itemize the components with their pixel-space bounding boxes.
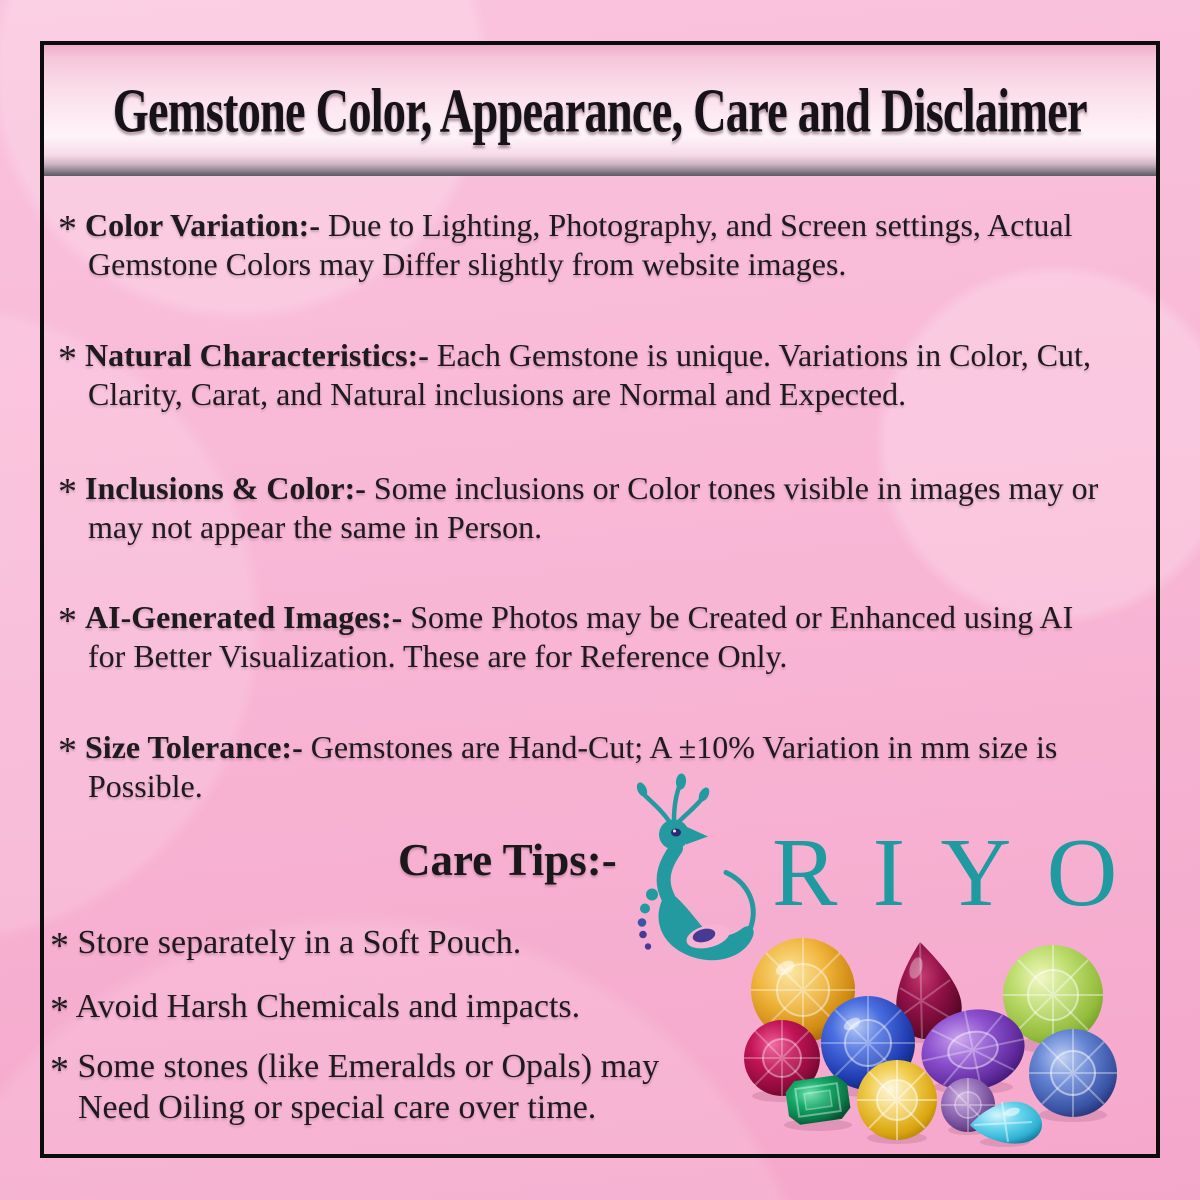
disclaimer-label: Inclusions & Color:-: [85, 470, 366, 506]
page-title: Gemstone Color, Appearance, Care and Disclaimer: [112, 75, 1088, 146]
disclaimer-item-color-variation: [58, 206, 1128, 284]
asterisk-bullet: *: [58, 730, 77, 772]
care-tip-item: [50, 1046, 690, 1128]
asterisk-bullet: *: [58, 208, 77, 250]
citrine-small-round-gem: [857, 1060, 937, 1140]
disclaimer-body: Each Gemstone is unique. Variations in Color, Cut, Clarity, Carat, and Natural inclusions are Normal and Expected.: [88, 337, 1091, 412]
care-tip-body: Store separately in a Soft Pouch.: [77, 924, 522, 961]
care-tip-item: [50, 986, 690, 1031]
disclaimer-text: [58, 336, 1134, 414]
disclaimer-label: Color Variation:-: [85, 207, 320, 243]
asterisk-bullet: *: [58, 471, 77, 513]
disclaimer-item-inclusions-color: [58, 469, 1140, 547]
disclaimer-body: Gemstones are Hand-Cut; A ±10% Variation in mm size is Possible.: [88, 729, 1058, 804]
care-tip-text: [50, 922, 690, 967]
asterisk-bullet: *: [58, 338, 77, 380]
disclaimer-body: Some inclusions or Color tones visible in images may or may not appear the same in Person.: [88, 470, 1099, 545]
gemstones-image: [712, 926, 1158, 1156]
asterisk-bullet: *: [58, 600, 77, 642]
care-tip-body: Avoid Harsh Chemicals and impacts.: [75, 988, 581, 1025]
disclaimer-label: Natural Characteristics:-: [85, 337, 429, 373]
tanzanite-round-gem: [1029, 1029, 1117, 1117]
disclaimer-text: [58, 728, 1093, 806]
care-tip-text: [50, 1046, 690, 1128]
disclaimer-item-natural-characteristics: [58, 336, 1134, 414]
disclaimer-item-ai-generated: [58, 598, 1113, 676]
asterisk-bullet: *: [50, 989, 69, 1031]
asterisk-bullet: *: [50, 1049, 69, 1091]
disclaimer-body: Some Photos may be Created or Enhanced using AI for Better Visualization. These are for Reference Only.: [88, 599, 1074, 674]
disclaimer-label: AI-Generated Images:-: [85, 599, 403, 635]
brand-name: RIYO: [772, 819, 1153, 927]
disclaimer-label: Size Tolerance:-: [85, 729, 303, 765]
care-tip-item: [50, 922, 690, 967]
disclaimer-text: [58, 206, 1128, 284]
asterisk-bullet: *: [50, 925, 69, 967]
care-tips-heading: Care Tips:-: [398, 835, 617, 885]
disclaimer-text: [58, 469, 1140, 547]
emerald-octagon-gem: [784, 1074, 852, 1126]
disclaimer-body: Due to Lighting, Photography, and Screen settings, Actual Gemstone Colors may Differ slightly from website images.: [88, 207, 1073, 282]
care-tip-body: Some stones (like Emeralds or Opals) may Need Oiling or special care over time.: [77, 1048, 660, 1126]
disclaimer-item-size-tolerance: [58, 728, 1093, 806]
disclaimer-text: [58, 598, 1113, 676]
care-tip-text: [50, 986, 690, 1031]
